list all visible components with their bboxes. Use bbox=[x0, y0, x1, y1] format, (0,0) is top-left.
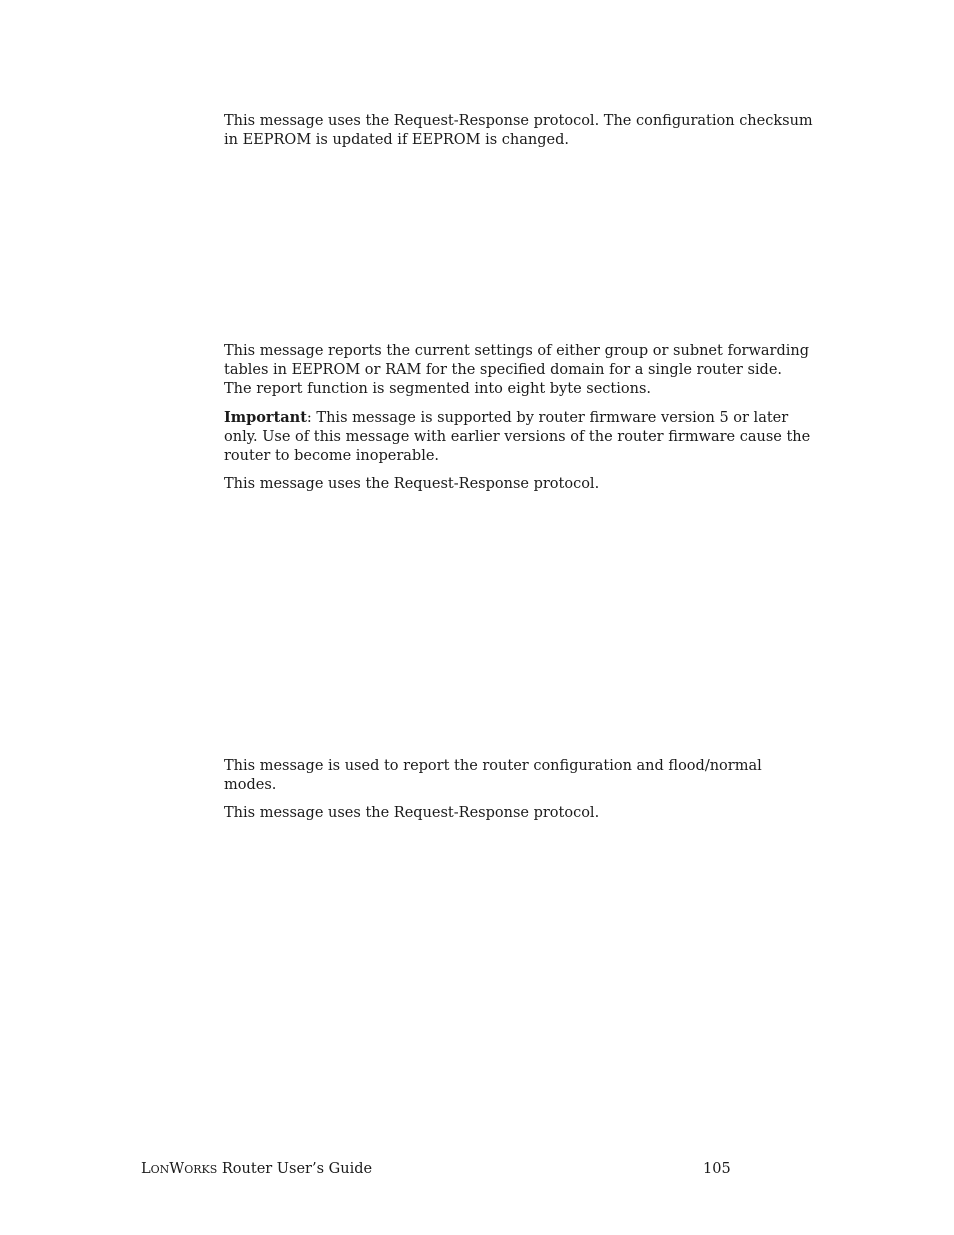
section-report-forwarding-tables bbox=[224, 342, 814, 503]
important-text: : This message is supported by router firmware version 5 or later only. Use of this message with earlier versions of the router firmware cause the router to become inoperable. bbox=[224, 410, 811, 464]
footer-title-l: L bbox=[141, 1161, 151, 1177]
body-paragraph: This message is used to report the router configuration and flood/normal modes. bbox=[224, 758, 762, 793]
footer-title bbox=[141, 1160, 372, 1179]
footer-title-on: ON bbox=[150, 1163, 170, 1176]
footer-title-orks: ORKS bbox=[184, 1163, 218, 1176]
body-paragraph: This message uses the Request-Response protocol. bbox=[224, 805, 600, 821]
important-note bbox=[224, 408, 814, 466]
body-paragraph: This message uses the Request-Response protocol. bbox=[224, 476, 600, 492]
body-paragraph: This message uses the Request-Response protocol. The configuration checksum in EEPROM is updated if EEPROM is changed. bbox=[224, 113, 813, 148]
page-number: 105 bbox=[703, 1161, 731, 1177]
section-configure-checksum bbox=[224, 112, 814, 159]
footer-title-w: W bbox=[169, 1161, 185, 1177]
body-paragraph: This message reports the current settings of either group or subnet forwarding tables in EEPROM or RAM for the specified domain for a single router side. The report function is segmented into eight byte sections. bbox=[224, 343, 810, 397]
footer-title-rest: Router User’s Guide bbox=[217, 1161, 373, 1177]
section-report-router-configuration bbox=[224, 757, 814, 832]
important-label: Important bbox=[224, 409, 307, 426]
